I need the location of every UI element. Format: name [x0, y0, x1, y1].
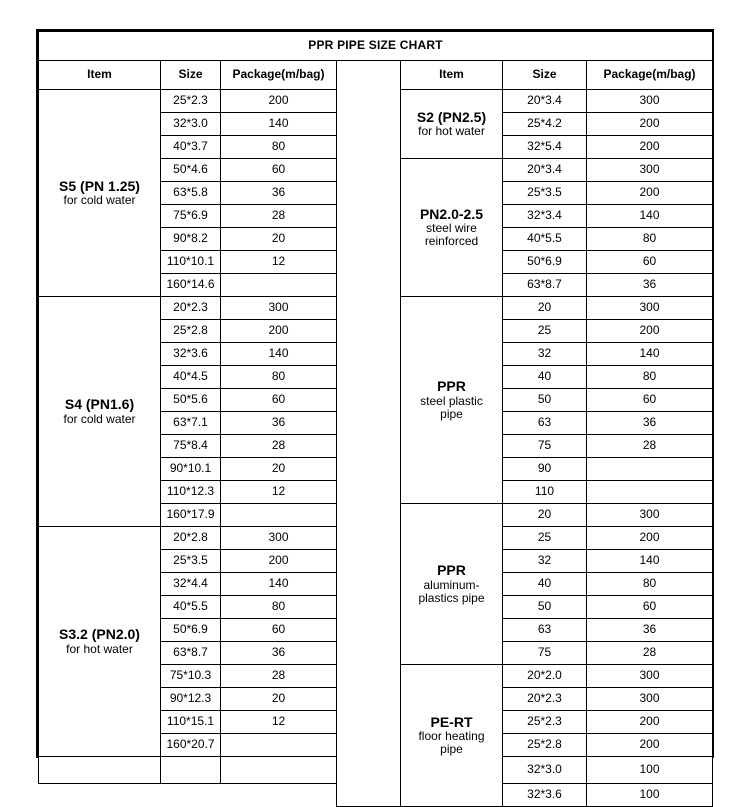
right-package-cell: 200: [587, 182, 713, 205]
right-package-cell: 200: [587, 113, 713, 136]
group-name-main: S2 (PN2.5): [416, 108, 487, 125]
left-package-cell: 80: [221, 136, 337, 159]
right-package-cell: 200: [587, 527, 713, 550]
right-header-size: Size: [503, 61, 587, 90]
group-name-main: PN2.0-2.5: [419, 205, 484, 222]
left-size-cell: 32*4.4: [161, 573, 221, 596]
right-size-cell: 20*2.3: [503, 688, 587, 711]
left-size-cell: 32*3.6: [161, 343, 221, 366]
group-name-main: S5 (PN 1.25): [59, 177, 140, 194]
group-name-main: PPR: [437, 378, 466, 395]
left-size-cell: 40*5.5: [161, 596, 221, 619]
group-name-sub: for hot water: [66, 641, 133, 656]
left-size-cell: 25*2.3: [161, 90, 221, 113]
right-size-cell: 25*2.8: [503, 734, 587, 757]
right-size-cell: 50: [503, 389, 587, 412]
right-package-cell: 200: [587, 136, 713, 159]
left-package-cell: 28: [221, 665, 337, 688]
left-size-cell: 160*17.9: [161, 504, 221, 527]
right-size-cell: 20*3.4: [503, 90, 587, 113]
left-size-cell: 110*12.3: [161, 481, 221, 504]
right-package-cell: 200: [587, 320, 713, 343]
right-package-cell: 36: [587, 274, 713, 297]
right-package-cell: [587, 481, 713, 504]
right-size-cell: 32*3.6: [503, 784, 587, 807]
left-size-cell: 63*7.1: [161, 412, 221, 435]
group-name-sub: steel wire reinforced: [424, 221, 479, 249]
right-group-item-1: [401, 159, 503, 297]
right-size-cell: 32*3.0: [503, 757, 587, 784]
left-group-item-1: [39, 297, 161, 527]
right-package-cell: 140: [587, 550, 713, 573]
left-size-cell: 160*20.7: [161, 734, 221, 757]
chart-grid: [38, 31, 713, 807]
left-size-cell: 75*10.3: [161, 665, 221, 688]
right-size-cell: 20*2.0: [503, 665, 587, 688]
right-size-cell: 25: [503, 320, 587, 343]
right-header-package: Package(m/bag): [587, 61, 713, 90]
left-package-cell: [221, 757, 337, 784]
right-package-cell: 300: [587, 665, 713, 688]
left-header-package: Package(m/bag): [221, 61, 337, 90]
right-package-cell: 300: [587, 688, 713, 711]
left-size-cell: 50*6.9: [161, 619, 221, 642]
left-package-cell: [221, 274, 337, 297]
right-size-cell: 40: [503, 366, 587, 389]
group-name-sub: floor heating pipe: [418, 729, 485, 757]
group-name-sub: for cold water: [63, 411, 136, 426]
right-size-cell: 90: [503, 458, 587, 481]
right-size-cell: 20: [503, 297, 587, 320]
right-size-cell: 40*5.5: [503, 228, 587, 251]
right-package-cell: 140: [587, 205, 713, 228]
right-size-cell: 20: [503, 504, 587, 527]
left-size-cell: 32*3.0: [161, 113, 221, 136]
left-size-cell: 90*10.1: [161, 458, 221, 481]
left-package-cell: 140: [221, 343, 337, 366]
right-package-cell: 100: [587, 757, 713, 784]
left-group-item-3: [39, 757, 161, 784]
right-package-cell: 80: [587, 573, 713, 596]
right-package-cell: 80: [587, 228, 713, 251]
left-size-cell: 90*12.3: [161, 688, 221, 711]
right-package-cell: 200: [587, 734, 713, 757]
right-package-cell: 300: [587, 504, 713, 527]
left-size-cell: 25*2.8: [161, 320, 221, 343]
left-package-cell: 20: [221, 458, 337, 481]
group-name-main: PE-RT: [430, 713, 473, 730]
right-size-cell: 32*5.4: [503, 136, 587, 159]
right-package-cell: 200: [587, 711, 713, 734]
left-package-cell: 12: [221, 481, 337, 504]
group-name-main: S3.2 (PN2.0): [59, 626, 140, 643]
left-group-item-0: [39, 90, 161, 297]
group-name-sub: steel plastic pipe: [420, 393, 483, 421]
right-package-cell: 300: [587, 297, 713, 320]
left-size-cell: 20*2.3: [161, 297, 221, 320]
left-size-cell: 40*4.5: [161, 366, 221, 389]
right-size-cell: 50: [503, 596, 587, 619]
right-size-cell: 32*3.4: [503, 205, 587, 228]
page-title: PPR PIPE SIZE CHART: [39, 32, 713, 61]
right-group-item-0: [401, 90, 503, 159]
group-name-sub: aluminum- plastics pipe: [418, 577, 485, 605]
left-package-cell: 12: [221, 251, 337, 274]
left-header-item: Item: [39, 61, 161, 90]
right-package-cell: [587, 458, 713, 481]
right-package-cell: 36: [587, 412, 713, 435]
right-group-item-2: [401, 297, 503, 504]
right-size-cell: 25*2.3: [503, 711, 587, 734]
right-package-cell: 36: [587, 619, 713, 642]
group-name-main: S4 (PN1.6): [64, 396, 135, 413]
left-package-cell: 36: [221, 642, 337, 665]
left-package-cell: 80: [221, 596, 337, 619]
group-name-main: PPR: [437, 562, 466, 579]
right-size-cell: 110: [503, 481, 587, 504]
right-package-cell: 60: [587, 596, 713, 619]
left-size-cell: 90*8.2: [161, 228, 221, 251]
left-package-cell: 12: [221, 711, 337, 734]
right-header-item: Item: [401, 61, 503, 90]
center-spacer-column: [337, 61, 401, 807]
left-size-cell: 25*3.5: [161, 550, 221, 573]
left-size-cell: 75*6.9: [161, 205, 221, 228]
left-size-cell: 50*4.6: [161, 159, 221, 182]
left-package-cell: 36: [221, 412, 337, 435]
left-package-cell: 28: [221, 435, 337, 458]
left-size-cell: [161, 757, 221, 784]
left-package-cell: 20: [221, 688, 337, 711]
right-package-cell: 28: [587, 435, 713, 458]
right-size-cell: 63*8.7: [503, 274, 587, 297]
left-size-cell: 110*10.1: [161, 251, 221, 274]
group-name-sub: for hot water: [418, 124, 485, 139]
left-package-cell: 60: [221, 159, 337, 182]
title-row: [39, 32, 713, 61]
left-package-cell: 28: [221, 205, 337, 228]
left-package-cell: 80: [221, 366, 337, 389]
right-package-cell: 100: [587, 784, 713, 807]
right-size-cell: 25*3.5: [503, 182, 587, 205]
left-size-cell: 110*15.1: [161, 711, 221, 734]
group-name-sub: for cold water: [63, 193, 136, 208]
left-size-cell: 160*14.6: [161, 274, 221, 297]
right-package-cell: 60: [587, 389, 713, 412]
left-size-cell: 40*3.7: [161, 136, 221, 159]
right-size-cell: 75: [503, 435, 587, 458]
left-package-cell: 200: [221, 90, 337, 113]
ppr-pipe-size-chart-sheet: [36, 29, 714, 802]
left-package-cell: 140: [221, 573, 337, 596]
right-size-cell: 20*3.4: [503, 159, 587, 182]
right-package-cell: 140: [587, 343, 713, 366]
right-size-cell: 63: [503, 412, 587, 435]
left-package-cell: 200: [221, 320, 337, 343]
left-package-cell: 20: [221, 228, 337, 251]
right-size-cell: 25*4.2: [503, 113, 587, 136]
header-row: [39, 61, 713, 90]
right-size-cell: 75: [503, 642, 587, 665]
left-package-cell: 36: [221, 182, 337, 205]
left-package-cell: 60: [221, 389, 337, 412]
left-size-cell: 20*2.8: [161, 527, 221, 550]
left-package-cell: 300: [221, 297, 337, 320]
right-group-item-4: [401, 665, 503, 807]
right-size-cell: 50*6.9: [503, 251, 587, 274]
right-size-cell: 40: [503, 573, 587, 596]
left-package-cell: [221, 734, 337, 757]
right-package-cell: 300: [587, 90, 713, 113]
left-package-cell: 60: [221, 619, 337, 642]
left-package-cell: 140: [221, 113, 337, 136]
left-group-item-2: [39, 527, 161, 757]
left-size-cell: 50*5.6: [161, 389, 221, 412]
left-package-cell: 200: [221, 550, 337, 573]
right-size-cell: 63: [503, 619, 587, 642]
left-size-cell: 63*5.8: [161, 182, 221, 205]
right-size-cell: 32: [503, 343, 587, 366]
right-group-item-3: [401, 504, 503, 665]
left-package-cell: 300: [221, 527, 337, 550]
right-package-cell: 300: [587, 159, 713, 182]
right-package-cell: 28: [587, 642, 713, 665]
left-size-cell: 75*8.4: [161, 435, 221, 458]
right-package-cell: 60: [587, 251, 713, 274]
right-size-cell: 25: [503, 527, 587, 550]
left-package-cell: [221, 504, 337, 527]
left-header-size: Size: [161, 61, 221, 90]
right-package-cell: 80: [587, 366, 713, 389]
right-size-cell: 32: [503, 550, 587, 573]
left-size-cell: 63*8.7: [161, 642, 221, 665]
